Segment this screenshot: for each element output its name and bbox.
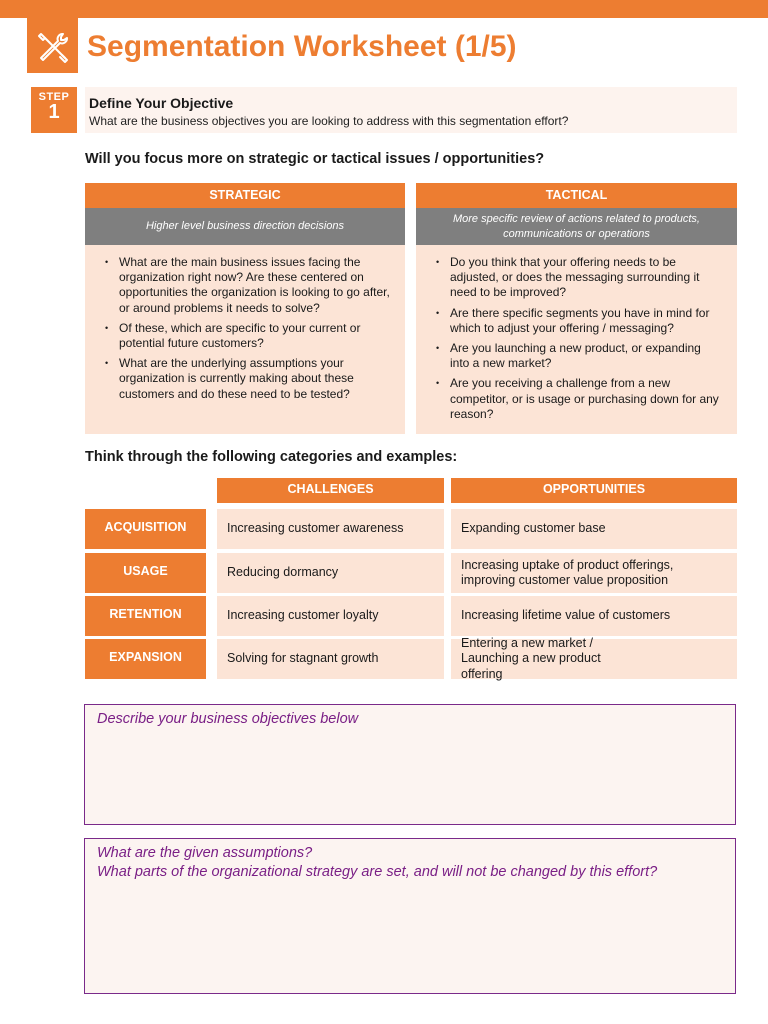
row-label-acquisition: ACQUISITION xyxy=(85,509,206,549)
opportunity-cell: Increasing uptake of product offerings, improving customer value proposition xyxy=(451,553,737,593)
row-label-retention: RETENTION xyxy=(85,596,206,636)
assumptions-input-box[interactable] xyxy=(84,838,736,994)
objective-band xyxy=(85,87,737,133)
tactical-body xyxy=(416,245,737,434)
strategic-bullet: • What are the underlying assumptions your organization is currently making about these customers and do these need to be tested? xyxy=(111,356,391,402)
challenges-header: CHALLENGES xyxy=(217,478,444,503)
assumptions-prompt-line-1: What are the given assumptions? xyxy=(97,845,313,861)
step-number: 1 xyxy=(48,101,60,123)
challenge-cell: Increasing customer loyalty xyxy=(217,596,444,636)
focus-question: Will you focus more on strategic or tactical issues / opportunities? xyxy=(85,151,545,167)
tactical-bullet: • Are there specific segments you have in mind for which to adjust your offering / messaging? xyxy=(442,306,723,336)
tactical-heading: TACTICAL xyxy=(416,183,737,208)
row-label-usage: USAGE xyxy=(85,553,206,593)
step-description: What are the business objectives you are looking to address with this segmentation effort? xyxy=(89,114,569,128)
top-accent-bar xyxy=(0,0,768,18)
tactical-list xyxy=(436,255,723,422)
tactical-bullet: • Are you receiving a challenge from a new competitor, or is usage or purchasing down for any reason? xyxy=(442,376,723,422)
step-word: STEP xyxy=(38,91,70,103)
step-badge xyxy=(31,87,77,133)
row-label-expansion: EXPANSION xyxy=(85,639,206,679)
tactical-bullet: • Are you launching a new product, or expanding into a new market? xyxy=(442,341,723,371)
strategic-heading: STRATEGIC xyxy=(85,183,405,208)
opportunity-cell: Entering a new market / Launching a new product offering xyxy=(451,639,737,679)
strategic-bullet: • Of these, which are specific to your current or potential future customers? xyxy=(111,321,391,351)
opportunity-cell: Expanding customer base xyxy=(451,509,737,549)
header-icon-box xyxy=(27,0,78,73)
strategic-bullet: • What are the main business issues facing the organization right now? Are these centered on opportunities the organization is looking to go after, or around problems it needs to solve? xyxy=(111,255,391,316)
strategic-list xyxy=(105,255,391,402)
step-title: Define Your Objective xyxy=(89,95,234,111)
tactical-bullet: • Do you think that your offering needs to be adjusted, or does the messaging surrounding it need to be improved? xyxy=(442,255,723,301)
challenge-cell: Reducing dormancy xyxy=(217,553,444,593)
challenge-cell: Increasing customer awareness xyxy=(217,509,444,549)
strategic-subheading: Higher level business direction decisions xyxy=(85,208,405,245)
tools-icon xyxy=(35,30,71,66)
assumptions-prompt-line-2: What parts of the organizational strategy are set, and will not be changed by this effort? xyxy=(97,864,658,880)
opportunities-header: OPPORTUNITIES xyxy=(451,478,737,503)
strategic-body xyxy=(85,245,405,434)
tactical-subheading: More specific review of actions related to products, communications or operations xyxy=(416,208,737,245)
page-title: Segmentation Worksheet (1/5) xyxy=(87,30,517,63)
challenge-cell: Solving for stagnant growth xyxy=(217,639,444,679)
objectives-input-box[interactable] xyxy=(84,704,736,825)
objectives-prompt: Describe your business objectives below xyxy=(97,711,359,727)
opportunity-cell: Increasing lifetime value of customers xyxy=(451,596,737,636)
categories-question: Think through the following categories and examples: xyxy=(85,449,458,465)
